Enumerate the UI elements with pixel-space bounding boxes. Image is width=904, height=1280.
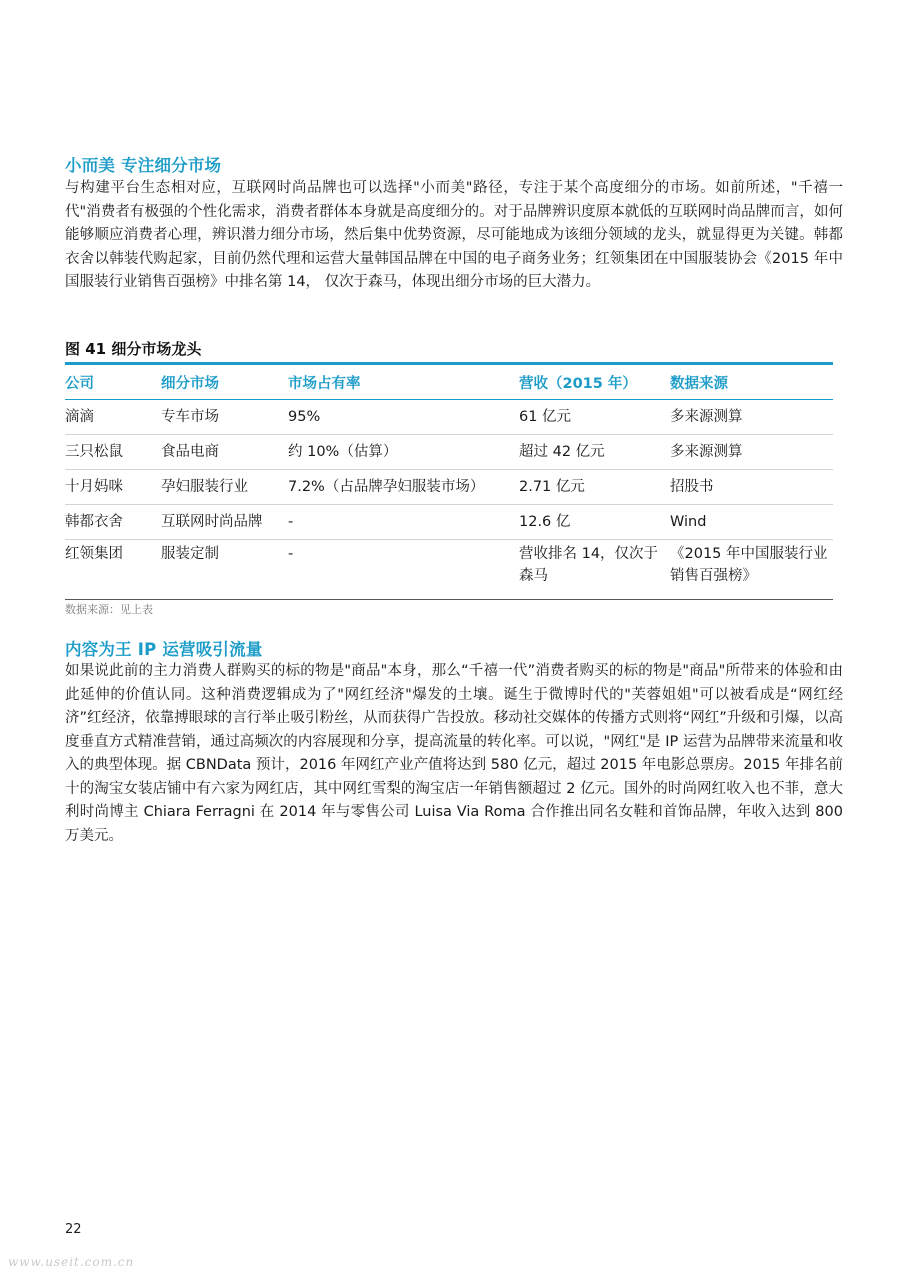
cell-data-source: 多来源测算 (670, 400, 833, 435)
cell-market-share: - (288, 505, 519, 540)
cell-company: 滴滴 (65, 400, 161, 435)
cell-data-source: 《2015 年中国服装行业销售百强榜》 (670, 540, 833, 600)
cell-segment: 孕妇服装行业 (161, 470, 288, 505)
figure-title: 图 41 细分市场龙头 (65, 340, 202, 358)
cell-revenue: 2.71 亿元 (519, 470, 670, 505)
column-header-company: 公司 (65, 375, 94, 392)
cell-company: 十月妈咪 (65, 470, 161, 505)
table-header-row (65, 364, 833, 400)
section-paragraph-niche-market: 与构建平台生态相对应，互联网时尚品牌也可以选择"小而美"路径，专注于某个高度细分的市场。如前所述，"千禧一代"消费者有极强的个性化需求，消费者群体本身就是高度细分的。对于品牌辨识度原本就低的互联网时尚品牌而言，如何能够顺应消费者心理，辨识潜力细分市场，然后集中优势资源，尽可能地成为该细分领域的龙头，就显得更为关键。韩都衣舍以韩装代购起家，目前仍然代理和运营大量韩国品牌在中国的电子商务业务；红领集团在中国服装协会《2015 年中国服装行业销售百强榜》中排名第 14， 仅次于森马，体现出细分市场的巨大潜力。 (65, 180, 843, 290)
table-row (65, 505, 833, 540)
table-source-note: 数据来源：见上表 (65, 603, 153, 616)
cell-segment: 互联网时尚品牌 (161, 505, 288, 540)
cell-revenue: 超过 42 亿元 (519, 435, 670, 470)
table-row (65, 400, 833, 435)
table-row (65, 470, 833, 505)
cell-segment: 专车市场 (161, 400, 288, 435)
column-header-segment: 细分市场 (161, 375, 219, 392)
page-number: 22 (65, 1222, 82, 1237)
column-header-data-source: 数据来源 (670, 375, 728, 392)
cell-segment: 食品电商 (161, 435, 288, 470)
cell-revenue: 12.6 亿 (519, 505, 670, 540)
cell-company: 三只松鼠 (65, 435, 161, 470)
cell-data-source: 多来源测算 (670, 435, 833, 470)
table-row (65, 435, 833, 470)
column-header-market-share: 市场占有率 (288, 375, 361, 392)
cell-data-source: 招股书 (670, 470, 833, 505)
cell-data-source: Wind (670, 505, 833, 540)
cell-revenue: 61 亿元 (519, 400, 670, 435)
cell-market-share: 7.2%（占品牌孕妇服装市场） (288, 470, 519, 505)
cell-company: 红领集团 (65, 540, 161, 600)
watermark: www.useit.com.cn (8, 1255, 135, 1269)
table-row (65, 540, 833, 600)
section-heading-content-ip: 内容为王 IP 运营吸引流量 (65, 640, 263, 659)
column-header-revenue: 营收（2015 年） (519, 375, 637, 392)
section-paragraph-content-ip: 如果说此前的主力消费人群购买的标的物是"商品"本身，那么“千禧一代”消费者购买的标的物是"商品"所带来的体验和由此延伸的价值认同。这种消费逻辑成为了"网红经济"爆发的土壤。诞生于微博时代的"芙蓉姐姐"可以被看成是“网红经济”红经济，依靠搏眼球的言行举止吸引粉丝，从而获得广告投放。移动社交媒体的传播方式则将“网红”升级和引爆，以高度垂直方式精准营销，通过高频次的内容展现和分享，提高流量的转化率。可以说，"网红"是 IP 运营为品牌带来流量和收入的典型体现。据 CBNData 预计，2016 年网红产业产值将达到 580 亿元，超过 2015 年电影总票房。2015 年排名前十的淘宝女装店铺中有六家为网红店，其中网红雪梨的淘宝店一年销售额超过 2 亿元。国外的时尚网红收入也不菲，意大利时尚博主 Chiara Ferragni 在 2014 年与零售公司 Luisa Via Roma 合作推出同名女鞋和首饰品牌，年收入达到 800 万美元。 (65, 663, 843, 844)
niche-leaders-table (65, 362, 833, 600)
cell-market-share: 约 10%（估算） (288, 435, 519, 470)
cell-company: 韩都衣舍 (65, 505, 161, 540)
cell-revenue: 营收排名 14，仅次于森马 (519, 540, 670, 600)
cell-segment: 服装定制 (161, 540, 288, 600)
cell-market-share: - (288, 540, 519, 600)
cell-market-share: 95% (288, 400, 519, 435)
section-heading-niche-market: 小而美 专注细分市场 (65, 156, 222, 175)
